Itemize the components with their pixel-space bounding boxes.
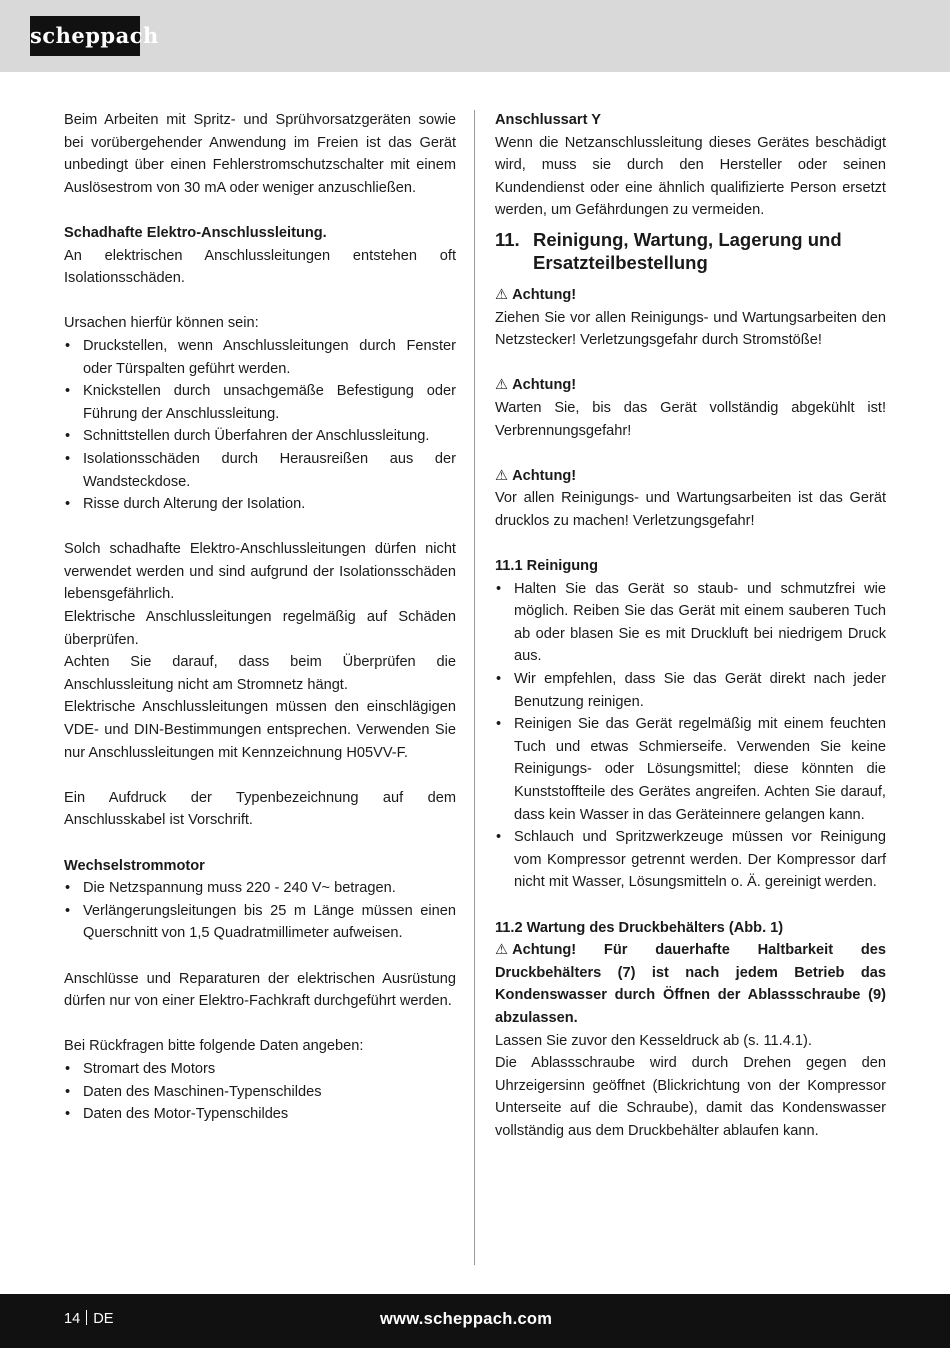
- website-url: www.scheppach.com: [380, 1310, 553, 1328]
- list-item: • Knickstellen durch unsachgemäße Befestigung oder Führung der Anschlussleitung.: [64, 380, 456, 425]
- section-title: Reinigung, Wartung, Lagerung und Ersatzteilbestellung: [533, 228, 842, 273]
- page-number: 14: [64, 1311, 81, 1327]
- list-item: • Schlauch und Spritzwerkzeuge müssen vor Reinigung vom Kompressor getrennt werden. Der Kompressor darf nicht mit Wasser, Lösungsmitteln o. Ä. gereinigt werden.: [495, 826, 886, 894]
- list-item: • Reinigen Sie das Gerät regelmäßig mit einem feuchten Tuch und etwas Schmierseife. Verwenden Sie keine Reinigungs- oder Lösungsmittel; diese könnten die Kunststoffteile des Gerätes angreifen. Achten Sie darauf, dass kein Wasser in das Geräteinnere gelangen kann.: [495, 713, 886, 826]
- ac-motor-heading: Wechselstrommotor: [64, 857, 205, 874]
- tank-maintenance-heading: 11.2 Wartung des Druckbehälters (Abb. 1): [495, 919, 784, 936]
- list-item: • Daten des Motor-Typenschildes: [64, 1103, 456, 1126]
- list-item: • Schnittstellen durch Überfahren der Anschlussleitung.: [64, 425, 456, 448]
- cleaning-list: [495, 578, 886, 894]
- inquiry-data-list: [64, 1058, 456, 1126]
- warning-triangle-icon: ⚠: [495, 942, 509, 959]
- warning-text-depressurize: Vor allen Reinigungs- und Wartungsarbeiten ist das Gerät drucklos zu machen! Verletzungsgefahr!: [495, 490, 886, 529]
- right-column: [495, 109, 886, 1143]
- list-item: • Stromart des Motors: [64, 1058, 456, 1081]
- disconnect-check-paragraph: Achten Sie darauf, dass beim Überprüfen die Anschlussleitung nicht am Stromnetz hängt.: [64, 654, 456, 693]
- check-cables-paragraph: Elektrische Anschlussleitungen regelmäßig auf Schäden überprüfen.: [64, 609, 456, 648]
- warning-heading: ⚠ Achtung!: [495, 374, 886, 397]
- warning-heading: ⚠ Achtung!: [495, 284, 886, 307]
- motor-list: [64, 877, 456, 945]
- type-imprint-paragraph: Ein Aufdruck der Typenbezeichnung auf dem Anschlusskabel ist Vorschrift.: [64, 789, 456, 829]
- list-item: • Verlängerungsleitungen bis 25 m Länge müssen einen Querschnitt von 1,5 Quadratmillimeter aufweisen.: [64, 900, 456, 945]
- section-number: 11.: [495, 228, 520, 250]
- list-item: • Die Netzspannung muss 220 - 240 V~ betragen.: [64, 877, 456, 900]
- damaged-cable-danger-paragraph: Solch schadhafte Elektro-Anschlussleitungen dürfen nicht verwendet werden und sind aufgrund der Isolationsschäden lebensgefährlich.: [64, 541, 456, 603]
- page-header: [0, 0, 950, 72]
- page-number-lang: [64, 1294, 114, 1344]
- list-item: • Halten Sie das Gerät so staub- und schmutzfrei wie möglich. Reiben Sie das Gerät mit einem sauberen Tuch ab oder blasen Sie es mit Druckluft bei niedrigem Druck aus.: [495, 578, 886, 668]
- warning-text-cool-down: Warten Sie, bis das Gerät vollständig abgekühlt ist! Verbrennungsgefahr!: [495, 399, 886, 439]
- warning-heading: ⚠ Achtung!: [495, 465, 886, 488]
- rcd-paragraph: Beim Arbeiten mit Spritz- und Sprühvorsatzgeräten sowie bei vorübergehender Anwendung im Freien ist das Gerät unbedingt über einen Fehlerstromschutzschalter mit einem Auslösestrom von 30 mA oder weniger anzuschließen.: [64, 112, 456, 196]
- scheppach-logo: scheppach: [30, 16, 140, 56]
- column-divider: [474, 110, 475, 1265]
- damaged-cable-heading: Schadhafte Elektro-Anschlussleitung.: [64, 224, 327, 241]
- insulation-damage-paragraph: An elektrischen Anschlussleitungen entstehen oft Isolationsschäden.: [64, 247, 456, 287]
- warning-triangle-icon: ⚠: [495, 467, 509, 484]
- list-item: • Isolationsschäden durch Herausreißen aus der Wandsteckdose.: [64, 448, 456, 493]
- cleaning-heading: 11.1 Reinigung: [495, 558, 598, 575]
- list-item: • Daten des Maschinen-Typenschildes: [64, 1081, 456, 1104]
- connection-type-y-heading: Anschlussart Y: [495, 112, 601, 128]
- connection-type-y-paragraph: Wenn die Netzanschlussleitung dieses Gerätes beschädigt wird, muss sie durch den Hersteller oder seinen Kundendienst oder eine ähnlich qualifizierte Person ersetzt werden, um Gefährdungen zu vermeiden.: [495, 134, 886, 219]
- section-11-heading: [495, 228, 886, 274]
- tank-maintenance-warning: ⚠ Achtung! Für dauerhafte Haltbarkeit des Druckbehälters (7) ist nach jedem Betrieb das Kondenswasser durch Öffnen der Ablassschraube (9) abzulassen.: [495, 939, 886, 1029]
- left-column: [64, 109, 456, 1126]
- drain-screw-paragraph: Die Ablassschraube wird durch Drehen gegen den Uhrzeigersinn geöffnet (Blickrichtung von der Kompressor Unterseite auf die Schraube), damit das Kondenswasser vollständig aus dem Druckbehälter ablaufen kann.: [495, 1055, 886, 1139]
- causes-intro: Ursachen hierfür können sein:: [64, 315, 259, 332]
- repairs-paragraph: Anschlüsse und Reparaturen der elektrischen Ausrüstung dürfen nur von einer Elektro-Fachkraft durchgeführt werden.: [64, 970, 456, 1010]
- list-item: • Druckstellen, wenn Anschlussleitungen durch Fenster oder Türspalten geführt werden.: [64, 335, 456, 380]
- warning-text-mains-plug: Ziehen Sie vor allen Reinigungs- und Wartungsarbeiten den Netzstecker! Verletzungsgefahr durch Stromstöße!: [495, 309, 886, 349]
- language-code: DE: [93, 1311, 114, 1327]
- list-item: • Risse durch Alterung der Isolation.: [64, 493, 456, 516]
- list-item: • Wir empfehlen, dass Sie das Gerät direkt nach jeder Benutzung reinigen.: [495, 668, 886, 713]
- inquiry-intro: Bei Rückfragen bitte folgende Daten angeben:: [64, 1038, 364, 1055]
- causes-list: [64, 335, 456, 516]
- release-pressure-paragraph: Lassen Sie zuvor den Kesseldruck ab (s. 11.4.1).: [495, 1032, 812, 1049]
- warning-triangle-icon: ⚠: [495, 377, 509, 394]
- vde-din-paragraph: Elektrische Anschlussleitungen müssen den einschlägigen VDE- und DIN-Bestimmungen entsprechen. Verwenden Sie nur Anschlussleitungen mit Kennzeichnung H05VV-F.: [64, 699, 456, 761]
- warning-triangle-icon: ⚠: [495, 286, 509, 303]
- page-footer: [0, 1294, 950, 1348]
